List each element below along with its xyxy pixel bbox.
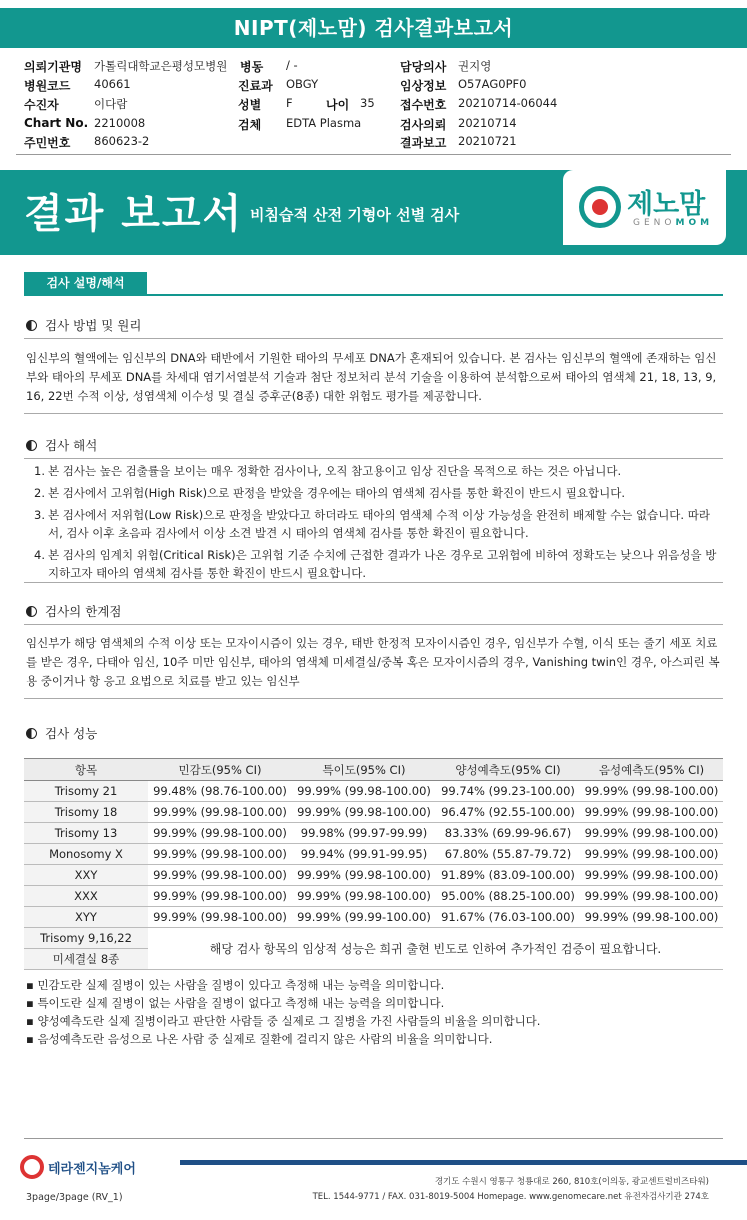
table-row: XYY 99.99% (99.98-100.00) 99.99% (99.99-100.00) 91.67% (76.03-100.00) 99.99% (99.98-100.00) [24, 907, 723, 928]
column-header: 항목 [24, 759, 148, 781]
list-item: 2. 본 검사에서 고위험(High Risk)으로 판정을 받았을 경우에는 태아의 염색체 검사를 통한 확진이 반드시 필요합니다. [34, 486, 625, 500]
table-row: XXY 99.99% (99.98-100.00) 99.99% (99.98-100.00) 91.89% (83.09-100.00) 99.99% (99.98-100.00) [24, 865, 723, 886]
list-item: ▪ 양성예측도란 실제 질병이라고 판단한 사람들 중 실제로 그 질병을 가진 사람들의 비율을 의미합니다. [26, 1012, 726, 1030]
half-circle-icon [26, 440, 37, 451]
table-row: Trisomy 13 99.99% (99.98-100.00) 99.98% (99.97-99.99) 83.33% (69.99-96.67) 99.99% (99.98-100.00) [24, 823, 723, 844]
logo-text: 제노맘 [627, 189, 706, 220]
list-item: 1. 본 검사는 높은 검출률을 보이는 매우 정확한 검사이나, 오직 참고용이고 임상 진단을 목적으로 하는 것은 아닙니다. [34, 464, 622, 478]
performance-table [24, 758, 723, 970]
list-item: ▪ 음성예측도란 음성으로 나온 사람 중 실제로 질환에 걸리지 않은 사람의 비율을 의미합니다. [26, 1030, 726, 1048]
table-row: 미세결실 8종 [24, 949, 723, 970]
table-row: XXX 99.99% (99.98-100.00) 99.99% (99.98-100.00) 95.00% (88.25-100.00) 99.99% (99.98-100.00) [24, 886, 723, 907]
clinical-label: 임상정보 [400, 79, 447, 93]
info-divider [16, 154, 731, 155]
sex-value: F [286, 96, 293, 110]
sex-label: 성별 [238, 98, 262, 112]
rrn-label: 주민번호 [24, 136, 71, 150]
interpretation-rule [24, 458, 723, 459]
company-address: 경기도 수원시 영통구 청룡대로 260, 810호(이의동, 광교센트럴비즈타워) [434, 1177, 709, 1187]
table-header-row [24, 759, 723, 781]
half-circle-icon [26, 320, 37, 331]
column-header: 민감도(95% CI) [148, 759, 292, 781]
request-value: 20210714 [458, 116, 517, 130]
hospital-code-label: 병원코드 [24, 79, 71, 93]
patient-value: 이다람 [94, 97, 128, 111]
section-tab: 검사 설명/해석 [24, 272, 147, 294]
section-divider [24, 294, 723, 296]
interpretation-bottom-rule [24, 582, 723, 583]
method-text: 임신부의 혈액에는 임신부의 DNA와 태반에서 기원한 태아의 무세포 DNA가 혼재되어 있습니다. 본 검사는 임신부의 혈액에 존재하는 임신부와 태아의 무세포 DNA를 차세대 염기서열분석 기술과 첨단 정보처리 분석 기술을 이용하여 분석함으로써 태아의 염색체 21, 18, 13, 9, 16, 22번 수적 이상, 성염색체 이수성 및 결실 증후군(8종) 대한 위험도 평가를 제공합니다. [26, 351, 717, 403]
request-label: 검사의뢰 [400, 118, 447, 132]
column-header: 음성예측도(95% CI) [580, 759, 723, 781]
hospital-code-value: 40661 [94, 77, 131, 91]
definitions-list [26, 976, 726, 1048]
limits-rule [24, 624, 723, 625]
column-header: 특이도(95% CI) [292, 759, 436, 781]
report-date-label: 결과보고 [400, 136, 447, 150]
performance-note: 해당 검사 항목의 임상적 성능은 희귀 출현 빈도로 인하여 추가적인 검증이 필요합니다. [148, 928, 723, 970]
banner-subtitle: 비침습적 산전 기형아 선별 검사 [250, 206, 460, 224]
specimen-label: 검체 [238, 118, 262, 132]
age-value: 35 [360, 96, 375, 110]
genomom-logo-icon [579, 186, 621, 228]
company-logo-icon [20, 1155, 44, 1179]
institution-label: 의뢰기관명 [24, 60, 82, 74]
list-item: 4. 본 검사의 임계치 위험(Critical Risk)은 고위험 기준 수치에 근접한 결과가 나온 경우로 고위험에 비하여 정확도는 낮으나 위음성을 방지하고자 태아의 염색체 검사를 통한 확진이 반드시 필요합니다. [34, 548, 717, 580]
patient-label: 수진자 [24, 98, 59, 112]
institution-value: 가톨릭대학교은평성모병원 [94, 59, 228, 73]
age-label: 나이 [326, 98, 350, 112]
interpretation-heading: 검사 해석 [26, 436, 97, 454]
genomom-logo [563, 170, 726, 245]
logo-subtext: GENOMOM [633, 218, 714, 228]
ward-value: / - [286, 58, 298, 72]
patient-info [0, 54, 747, 150]
clinical-value: O57AG0PF0 [458, 77, 527, 91]
limits-heading: 검사의 한계점 [26, 602, 121, 620]
page-number: 3page/3page (RV_1) [26, 1192, 123, 1203]
interpretation-list [34, 462, 724, 586]
method-heading: 검사 방법 및 원리 [26, 316, 141, 334]
half-circle-icon [26, 606, 37, 617]
table-row: Trisomy 18 99.99% (99.98-100.00) 99.99% (99.98-100.00) 96.47% (92.55-100.00) 99.99% (99.98-100.00) [24, 802, 723, 823]
list-item: ▪ 민감도란 실제 질병이 있는 사람을 질병이 있다고 측정해 내는 능력을 의미합니다. [26, 976, 726, 994]
doctor-value: 권지영 [458, 59, 492, 73]
chart-value: 2210008 [94, 116, 146, 130]
receipt-label: 접수번호 [400, 98, 447, 112]
doctor-label: 담당의사 [400, 60, 447, 74]
footer-divider [24, 1138, 723, 1139]
report-title: NIPT(제노맘) 검사결과보고서 [0, 8, 747, 48]
ward-label: 병동 [240, 60, 264, 74]
department-value: OBGY [286, 77, 319, 91]
method-rule [24, 338, 723, 339]
list-item: ▪ 특이도란 실제 질병이 없는 사람을 질병이 없다고 측정해 내는 능력을 의미합니다. [26, 994, 726, 1012]
method-bottom-rule [24, 413, 723, 414]
rrn-value: 860623-2 [94, 134, 150, 148]
table-row: Trisomy 21 99.48% (98.76-100.00) 99.99% (99.98-100.00) 99.74% (99.23-100.00) 99.99% (99.98-100.00) [24, 781, 723, 802]
report-date-value: 20210721 [458, 134, 517, 148]
specimen-value: EDTA Plasma [286, 116, 362, 130]
footer-bar [180, 1160, 747, 1165]
chart-label: Chart No. [24, 116, 89, 130]
department-label: 진료과 [238, 79, 273, 93]
table-row: Monosomy X 99.99% (99.98-100.00) 99.94% (99.91-99.95) 67.80% (55.87-79.72) 99.99% (99.98-100.00) [24, 844, 723, 865]
table-row: Trisomy 9,16,22 해당 검사 항목의 임상적 성능은 희귀 출현 빈도로 인하여 추가적인 검증이 필요합니다. [24, 928, 723, 949]
list-item: 3. 본 검사에서 저위험(Low Risk)으로 판정을 받았다고 하더라도 태아의 염색체 수적 이상 가능성을 완전히 배제할 수는 없습니다. 따라서, 검사 이후 초음파 검사에서 이상 소견 발견 시 태아의 염색체 검사를 통한 확진이 필요합니다. [34, 508, 710, 540]
company-logo: 테라젠지놈케어 [20, 1155, 136, 1179]
banner-title: 결과 보고서 [24, 191, 244, 237]
performance-heading: 검사 성능 [26, 724, 97, 742]
receipt-value: 20210714-06044 [458, 96, 558, 110]
limits-text: 임신부가 해당 염색체의 수적 이상 또는 모자이시즘이 있는 경우, 태반 한정적 모자이시즘인 경우, 임신부가 수혈, 이식 또는 줄기 세포 치료를 받은 경우, 다태아 임신, 10주 미만 임신부, 태아의 염색체 미세결실/중복 혹은 모자이시즘의 경우, Vanishing twin인 경우, 아스피린 복용 중이거나 항 응고 요법으로 치료를 받고 있는 임신부 [26, 636, 720, 688]
column-header: 양성예측도(95% CI) [436, 759, 580, 781]
limits-bottom-rule [24, 698, 723, 699]
half-circle-icon [26, 728, 37, 739]
company-contact: TEL. 1544-9771 / FAX. 031-8019-5004 Homepage. www.genomecare.net 유전자검사기관 274호 [312, 1192, 709, 1202]
